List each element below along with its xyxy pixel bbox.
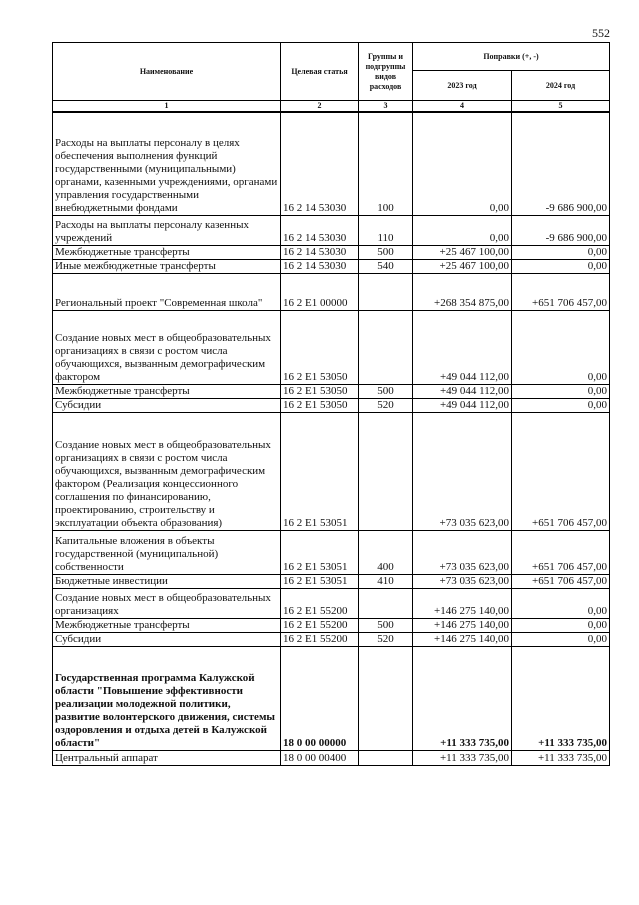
row-expense-group: 520 bbox=[359, 633, 413, 647]
row-expense-group: 100 bbox=[359, 112, 413, 216]
row-amount-2023: +73 035 623,00 bbox=[413, 531, 512, 575]
table-row bbox=[53, 619, 610, 633]
table-row bbox=[53, 274, 610, 311]
row-expense-group: 500 bbox=[359, 385, 413, 399]
row-amount-2024: 0,00 bbox=[512, 633, 610, 647]
row-expense-group bbox=[359, 647, 413, 751]
row-amount-2024: +651 706 457,00 bbox=[512, 575, 610, 589]
col-header-2023: 2023 год bbox=[413, 71, 512, 101]
row-amount-2024: 0,00 bbox=[512, 589, 610, 619]
row-amount-2023: +25 467 100,00 bbox=[413, 260, 512, 274]
row-expense-group: 520 bbox=[359, 399, 413, 413]
col-number-2: 2 bbox=[281, 101, 359, 112]
row-name: Создание новых мест в общеобразовательных организациях bbox=[53, 589, 281, 619]
row-name: Иные межбюджетные трансферты bbox=[53, 260, 281, 274]
row-name: Создание новых мест в общеобразовательных организациях в связи с ростом числа обучающихся, вызванным демографическим фактором (Реализация концессионного соглашения по финансированию, проектированию, строительству и эксплуатации объекта образования) bbox=[53, 413, 281, 531]
row-name: Расходы на выплаты персоналу в целях обеспечения выполнения функций государственными (муниципальными) органами, казенными учреждениями, органами управления государственными внебюджетными фондами bbox=[53, 112, 281, 216]
row-amount-2023: 0,00 bbox=[413, 216, 512, 246]
row-name: Бюджетные инвестиции bbox=[53, 575, 281, 589]
col-number-1: 1 bbox=[53, 101, 281, 112]
row-target-article: 16 2 E1 55200 bbox=[281, 619, 359, 633]
row-amount-2023: +11 333 735,00 bbox=[413, 647, 512, 751]
row-amount-2024: +11 333 735,00 bbox=[512, 751, 610, 766]
row-name: Субсидии bbox=[53, 633, 281, 647]
row-amount-2023: +268 354 875,00 bbox=[413, 274, 512, 311]
page-number: 552 bbox=[592, 26, 610, 40]
row-amount-2024: +651 706 457,00 bbox=[512, 531, 610, 575]
row-amount-2024: +11 333 735,00 bbox=[512, 647, 610, 751]
row-name: Межбюджетные трансферты bbox=[53, 246, 281, 260]
row-name: Центральный аппарат bbox=[53, 751, 281, 766]
table-row bbox=[53, 751, 610, 766]
table-row bbox=[53, 260, 610, 274]
table-row bbox=[53, 311, 610, 385]
row-expense-group bbox=[359, 751, 413, 766]
table-row bbox=[53, 216, 610, 246]
row-target-article: 16 2 E1 53050 bbox=[281, 385, 359, 399]
row-expense-group: 400 bbox=[359, 531, 413, 575]
row-target-article: 16 2 E1 55200 bbox=[281, 633, 359, 647]
row-amount-2024: -9 686 900,00 bbox=[512, 112, 610, 216]
row-expense-group bbox=[359, 311, 413, 385]
row-target-article: 16 2 E1 53051 bbox=[281, 575, 359, 589]
row-target-article: 18 0 00 00000 bbox=[281, 647, 359, 751]
table-row bbox=[53, 589, 610, 619]
col-number-4: 4 bbox=[413, 101, 512, 112]
row-amount-2024: 0,00 bbox=[512, 399, 610, 413]
row-amount-2023: +73 035 623,00 bbox=[413, 413, 512, 531]
row-name: Государственная программа Калужской области "Повышение эффективности реализации молодежной политики, развитие волонтерского движения, системы оздоровления и отдыха детей в Калужской области" bbox=[53, 647, 281, 751]
row-amount-2024: -9 686 900,00 bbox=[512, 216, 610, 246]
row-name: Субсидии bbox=[53, 399, 281, 413]
row-amount-2023: +73 035 623,00 bbox=[413, 575, 512, 589]
table-row bbox=[53, 385, 610, 399]
row-target-article: 16 2 E1 53050 bbox=[281, 399, 359, 413]
row-amount-2024: +651 706 457,00 bbox=[512, 274, 610, 311]
table-row-program bbox=[53, 647, 610, 751]
row-amount-2023: +146 275 140,00 bbox=[413, 589, 512, 619]
row-amount-2024: 0,00 bbox=[512, 260, 610, 274]
col-number-5: 5 bbox=[512, 101, 610, 112]
row-amount-2023: +25 467 100,00 bbox=[413, 246, 512, 260]
row-target-article: 18 0 00 00400 bbox=[281, 751, 359, 766]
row-amount-2024: 0,00 bbox=[512, 311, 610, 385]
col-number-3: 3 bbox=[359, 101, 413, 112]
row-expense-group: 500 bbox=[359, 619, 413, 633]
row-name: Расходы на выплаты персоналу казенных учреждений bbox=[53, 216, 281, 246]
row-expense-group bbox=[359, 589, 413, 619]
row-expense-group: 110 bbox=[359, 216, 413, 246]
budget-amendments-table bbox=[52, 42, 610, 766]
row-target-article: 16 2 E1 53050 bbox=[281, 311, 359, 385]
row-expense-group bbox=[359, 274, 413, 311]
col-header-name: Наименование bbox=[53, 43, 281, 101]
row-target-article: 16 2 14 53030 bbox=[281, 246, 359, 260]
row-target-article: 16 2 14 53030 bbox=[281, 112, 359, 216]
row-target-article: 16 2 14 53030 bbox=[281, 216, 359, 246]
row-expense-group: 500 bbox=[359, 246, 413, 260]
row-expense-group bbox=[359, 413, 413, 531]
row-target-article: 16 2 E1 00000 bbox=[281, 274, 359, 311]
table-row bbox=[53, 575, 610, 589]
col-header-expense-groups: Группы и подгруппы видов расходов bbox=[359, 43, 413, 101]
row-amount-2024: 0,00 bbox=[512, 385, 610, 399]
row-name: Межбюджетные трансферты bbox=[53, 619, 281, 633]
table-row bbox=[53, 112, 610, 216]
table-row bbox=[53, 531, 610, 575]
row-target-article: 16 2 E1 53051 bbox=[281, 413, 359, 531]
table-row bbox=[53, 413, 610, 531]
col-header-amendments: Поправки (+, -) bbox=[413, 43, 610, 71]
row-amount-2023: +146 275 140,00 bbox=[413, 633, 512, 647]
row-target-article: 16 2 14 53030 bbox=[281, 260, 359, 274]
row-name: Региональный проект "Современная школа" bbox=[53, 274, 281, 311]
row-name: Капитальные вложения в объекты государственной (муниципальной) собственности bbox=[53, 531, 281, 575]
row-amount-2023: +49 044 112,00 bbox=[413, 311, 512, 385]
col-header-2024: 2024 год bbox=[512, 71, 610, 101]
row-expense-group: 540 bbox=[359, 260, 413, 274]
row-amount-2024: 0,00 bbox=[512, 619, 610, 633]
table-row bbox=[53, 633, 610, 647]
col-header-target-article: Целевая статья bbox=[281, 43, 359, 101]
row-amount-2023: +11 333 735,00 bbox=[413, 751, 512, 766]
row-name: Межбюджетные трансферты bbox=[53, 385, 281, 399]
row-amount-2023: +49 044 112,00 bbox=[413, 385, 512, 399]
row-amount-2024: 0,00 bbox=[512, 246, 610, 260]
table-row bbox=[53, 399, 610, 413]
row-target-article: 16 2 E1 53051 bbox=[281, 531, 359, 575]
row-amount-2023: +49 044 112,00 bbox=[413, 399, 512, 413]
row-target-article: 16 2 E1 55200 bbox=[281, 589, 359, 619]
row-amount-2024: +651 706 457,00 bbox=[512, 413, 610, 531]
row-expense-group: 410 bbox=[359, 575, 413, 589]
table-row bbox=[53, 246, 610, 260]
row-amount-2023: 0,00 bbox=[413, 112, 512, 216]
row-amount-2023: +146 275 140,00 bbox=[413, 619, 512, 633]
row-name: Создание новых мест в общеобразовательных организациях в связи с ростом числа обучающихся, вызванным демографическим фактором bbox=[53, 311, 281, 385]
